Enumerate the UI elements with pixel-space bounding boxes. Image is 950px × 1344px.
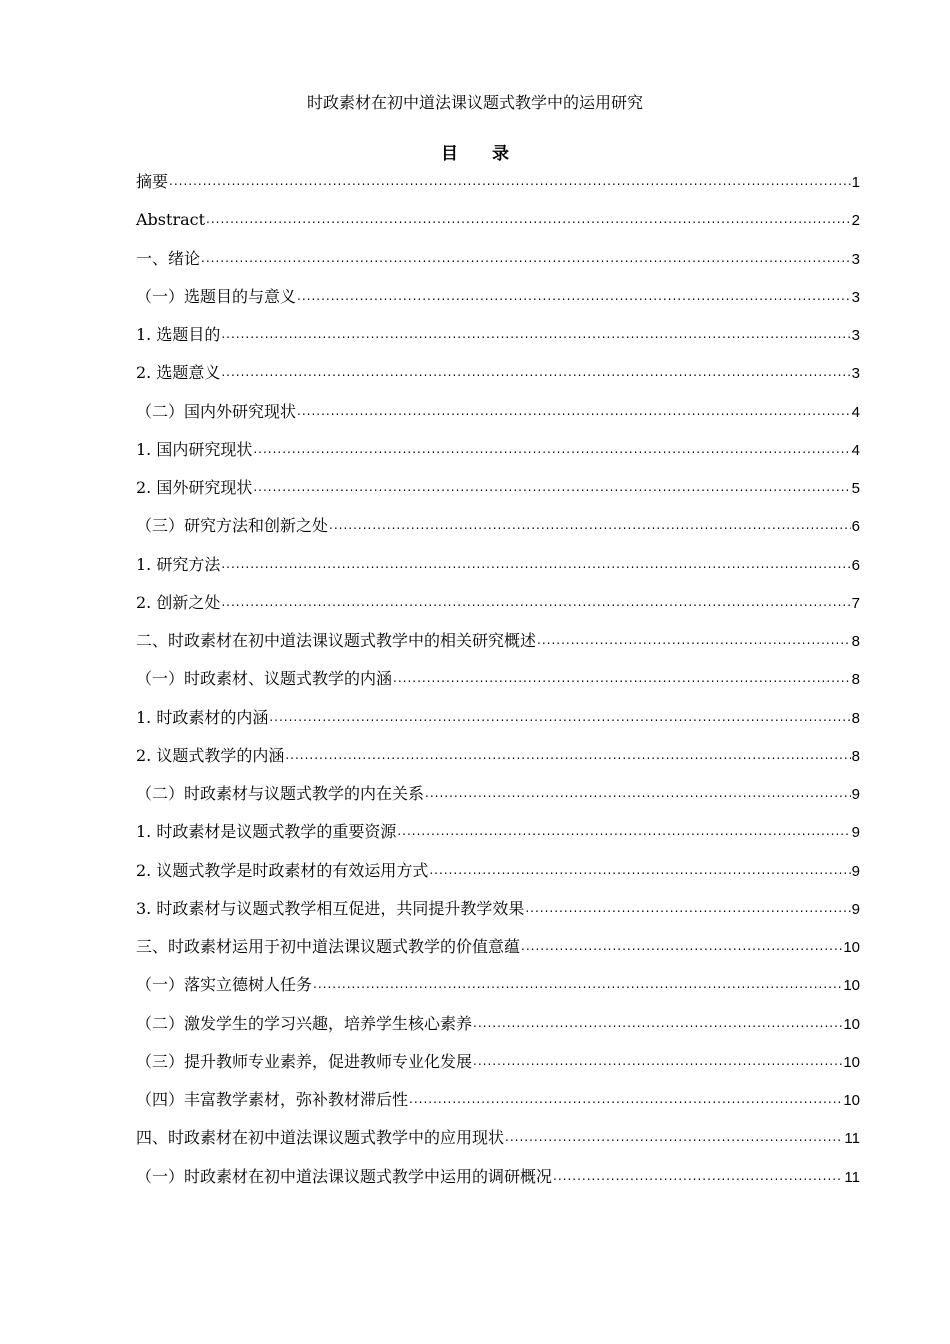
toc-entry[interactable] — [136, 167, 860, 205]
toc-entry[interactable] — [136, 358, 860, 396]
toc-entry-label: （二）国内外研究现状 — [136, 401, 297, 421]
toc-entry-label: 1. 研究方法 — [136, 554, 221, 574]
toc-entry[interactable] — [136, 856, 860, 894]
dot-leader — [329, 510, 851, 540]
toc-entry[interactable] — [136, 1085, 860, 1123]
toc-entry[interactable] — [136, 1123, 860, 1161]
toc-entry-label: 2. 议题式教学的内涵 — [136, 745, 285, 765]
toc-entry[interactable] — [136, 626, 860, 664]
toc-entry-page-number: 3 — [851, 365, 860, 383]
toc-entry[interactable] — [136, 1047, 860, 1085]
toc-entry[interactable] — [136, 588, 860, 626]
toc-entry-page-number: 9 — [851, 862, 860, 880]
toc-entry-label: （三）研究方法和创新之处 — [136, 516, 329, 536]
toc-entry-page-number: 10 — [843, 939, 860, 956]
dot-leader — [221, 549, 850, 579]
dot-leader — [429, 855, 850, 885]
toc-entry-label: Abstract — [136, 210, 206, 230]
toc-entry[interactable] — [136, 817, 860, 855]
dot-leader — [409, 1084, 842, 1114]
toc-entry-page-number: 4 — [851, 403, 860, 421]
toc-entry-label: （二）激发学生的学习兴趣，培养学生核心素养 — [136, 1013, 473, 1033]
toc-entry-label: 摘要 — [136, 172, 169, 191]
toc-entry-page-number: 3 — [851, 250, 860, 268]
toc-entry-label: 3. 时政素材与议题式教学相互促进，共同提升教学效果 — [136, 898, 525, 918]
dot-leader — [169, 166, 851, 196]
toc-entry-label: （一）选题目的与意义 — [136, 286, 297, 306]
toc-entry[interactable] — [136, 473, 860, 511]
toc-entry-page-number: 1 — [851, 174, 860, 191]
dot-leader — [425, 778, 851, 808]
toc-entry[interactable] — [136, 1162, 860, 1200]
toc-entry[interactable] — [136, 397, 860, 435]
dot-leader — [473, 1008, 842, 1038]
dot-leader — [285, 740, 850, 770]
toc-entry-page-number: 2 — [851, 212, 860, 230]
dot-leader — [221, 319, 850, 349]
dot-leader — [397, 816, 850, 846]
toc-entry-page-number: 9 — [851, 786, 860, 803]
toc-entry[interactable] — [136, 703, 860, 741]
dot-leader — [393, 663, 851, 693]
dot-leader — [313, 969, 842, 999]
toc-entry-label: 2. 议题式教学是时政素材的有效运用方式 — [136, 860, 429, 880]
toc-heading-char-2: 录 — [492, 144, 509, 164]
dot-leader — [297, 281, 851, 311]
toc-entry-page-number: 8 — [851, 747, 860, 765]
toc-entry[interactable] — [136, 244, 860, 282]
toc-entry[interactable] — [136, 282, 860, 320]
toc-entry-page-number: 4 — [851, 441, 860, 459]
dot-leader — [537, 625, 851, 655]
toc-entry-page-number: 6 — [851, 556, 860, 574]
toc-entry-page-number: 8 — [851, 633, 860, 650]
toc-entry-label: （二）时政素材与议题式教学的内在关系 — [136, 784, 425, 803]
toc-entry-label: 二、时政素材在初中道法课议题式教学中的相关研究概述 — [136, 631, 537, 650]
dot-leader — [201, 243, 851, 273]
dot-leader — [253, 434, 850, 464]
document-title: 时政素材在初中道法课议题式教学中的运用研究 — [306, 93, 643, 112]
toc-entry-page-number: 9 — [851, 824, 860, 842]
dot-leader — [206, 204, 851, 234]
dot-leader — [505, 1122, 843, 1152]
dot-leader — [269, 702, 850, 732]
toc-entry[interactable] — [136, 932, 860, 970]
dot-leader — [253, 472, 850, 502]
toc-heading-char-1: 目 — [441, 144, 458, 164]
toc-entry-label: （一）时政素材、议题式教学的内涵 — [136, 669, 393, 689]
toc-entry-label: 1. 选题目的 — [136, 325, 221, 344]
toc-entry-label: 2. 创新之处 — [136, 592, 221, 612]
toc-entry-page-number: 3 — [851, 288, 860, 306]
toc-entry-page-number: 3 — [851, 327, 860, 344]
toc-entry-label: （四）丰富教学素材，弥补教材滞后性 — [136, 1090, 409, 1109]
toc-entry-page-number: 9 — [851, 900, 860, 918]
toc-entry-page-number: 8 — [851, 671, 860, 689]
toc-entry-page-number: 10 — [843, 977, 860, 995]
toc-entry-label: （一）时政素材在初中道法课议题式教学中运用的调研概况 — [136, 1166, 553, 1186]
toc-entry[interactable] — [136, 664, 860, 702]
toc-entry-label: 三、时政素材运用于初中道法课议题式教学的价值意蕴 — [136, 937, 521, 956]
toc-entry-page-number: 5 — [851, 480, 860, 497]
toc-entry[interactable] — [136, 435, 860, 473]
toc-entry-page-number: 6 — [851, 518, 860, 536]
toc-entry[interactable] — [136, 205, 860, 243]
dot-leader — [553, 1161, 843, 1191]
toc-entry[interactable] — [136, 320, 860, 358]
toc-entry-page-number: 10 — [843, 1015, 860, 1033]
toc-entry-label: 1. 国内研究现状 — [136, 439, 253, 459]
toc-entry-label: 一、绪论 — [136, 248, 201, 268]
toc-entry-label: 四、时政素材在初中道法课议题式教学中的应用现状 — [136, 1128, 505, 1148]
toc-entry-label: 2. 国外研究现状 — [136, 478, 253, 497]
dot-leader — [297, 396, 851, 426]
toc-entry-label: 2. 选题意义 — [136, 363, 221, 383]
toc-entry-page-number: 11 — [844, 1130, 860, 1148]
toc-entry[interactable] — [136, 894, 860, 932]
toc-entry-label: 1. 时政素材的内涵 — [136, 707, 269, 727]
toc-entry[interactable] — [136, 1009, 860, 1047]
dot-leader — [525, 893, 850, 923]
toc-entry[interactable] — [136, 970, 860, 1008]
toc-entry-page-number: 11 — [844, 1168, 860, 1186]
toc-entry-page-number: 10 — [843, 1092, 860, 1109]
toc-entry-label: 1. 时政素材是议题式教学的重要资源 — [136, 822, 397, 842]
toc-heading — [0, 141, 950, 167]
toc-entry[interactable] — [136, 741, 860, 779]
toc-entry[interactable] — [136, 511, 860, 549]
toc-entry-label: （一）落实立德树人任务 — [136, 975, 313, 995]
toc-entry-label: （三）提升教师专业素养，促进教师专业化发展 — [136, 1051, 473, 1071]
dot-leader — [221, 587, 850, 617]
dot-leader — [221, 357, 850, 387]
toc-entry-page-number: 8 — [851, 709, 860, 727]
toc-entry[interactable] — [136, 550, 860, 588]
dot-leader — [473, 1046, 842, 1076]
dot-leader — [521, 931, 842, 961]
table-of-contents — [136, 167, 860, 1200]
toc-entry-page-number: 10 — [843, 1053, 860, 1071]
toc-entry-page-number: 7 — [851, 594, 860, 612]
toc-entry[interactable] — [136, 779, 860, 817]
